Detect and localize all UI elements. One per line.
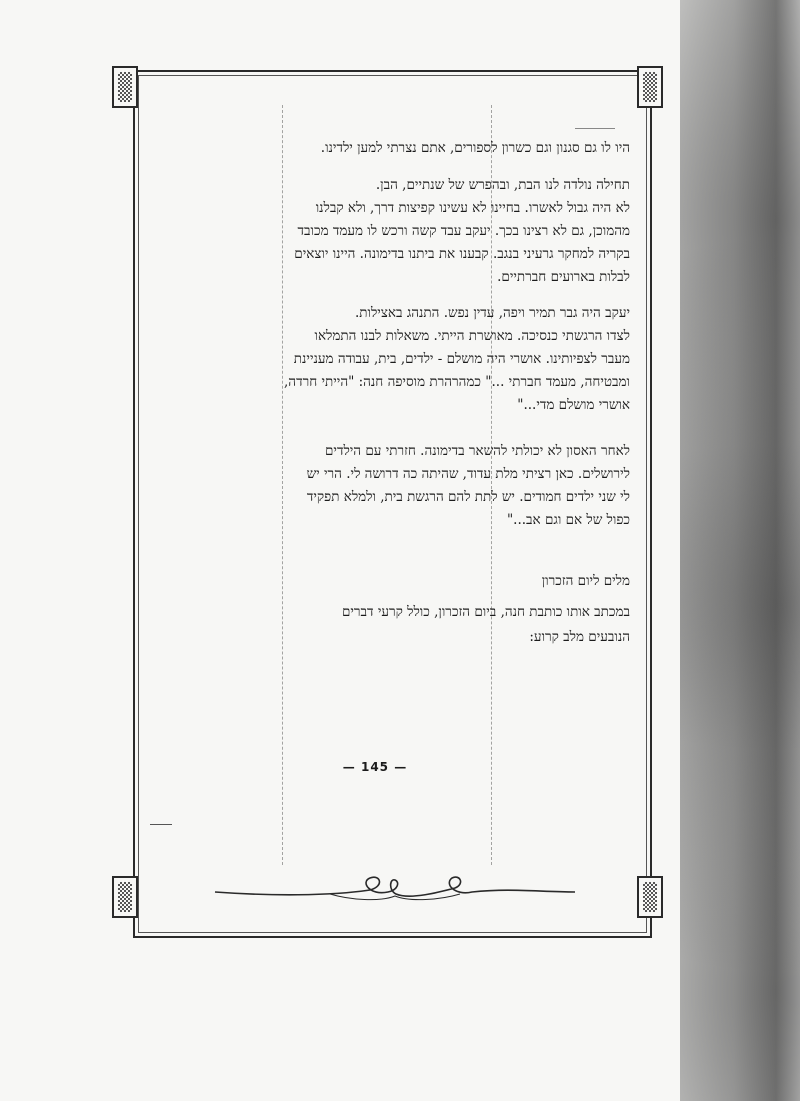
text-line: יעקב היה גבר תמיר ויפה, עדין נפש. התנהג באצילות. xyxy=(355,305,630,321)
text-line: בקריה למחקר גרעיני בנגב. קבענו את ביתנו בדימונה. היינו יוצאים xyxy=(294,246,630,262)
text-line: לצדו הרגשתי כנסיכה. מאושרת הייתי. משאלות לבנו התמלאו xyxy=(314,328,630,344)
text-line: מהמוכן, גם לא רצינו בכך. יעקב עבד קשה ורכש לו מעמד מכובד xyxy=(297,223,630,239)
text-line: לאחר האסון לא יכולתי להשאר בדימונה. חזרתי עם הילדים xyxy=(324,443,630,459)
frame-corner-ornament xyxy=(112,66,138,108)
scan-mark xyxy=(150,824,172,825)
page-number: — 145 — xyxy=(342,760,408,774)
text-line: כפול של אם וגם אב..." xyxy=(506,512,630,528)
text-line: ומבטיחה, מעמד חברתי ..." כמהרהרת מוסיפה חנה: "הייתי חרדה, xyxy=(284,374,630,390)
text-line: לירושלים. כאן רציתי מלת עדוד, שהיתה כה דרושה לי. הרי יש xyxy=(306,466,630,482)
text-line: לבלות בארועים חברתיים. xyxy=(497,269,630,285)
scan-mark xyxy=(575,128,615,129)
text-line: לי שני ילדים חמודים. יש לתת להם הרגשת בית, ולמלא תפקיד xyxy=(306,489,630,505)
frame-corner-ornament xyxy=(637,876,663,918)
text-line: לא היה גבול לאשרו. בחיינו לא עשינו קפיצות דרך, ולא קבלנו xyxy=(315,200,630,216)
text-line: אושרי מושלם מדי..." xyxy=(517,397,630,413)
text-line: במכתב אותו כותבת חנה, ביום הזכרון, כולל קרעי דברים xyxy=(341,604,630,620)
text-line: תחילה נולדה לנו הבת, ובהפרש של שנתיים, הבן. xyxy=(375,177,630,193)
text-line: הנובעים מלב קרוע: xyxy=(529,629,630,645)
frame-corner-ornament xyxy=(112,876,138,918)
frame-corner-ornament xyxy=(637,66,663,108)
scan-shadow-edge xyxy=(680,0,800,1101)
text-line: היו לו גם סגנון וגם כשרון לספורים, אתם נצרתי למען ילדינו. xyxy=(320,140,630,156)
decorative-flourish xyxy=(210,866,580,916)
section-heading: מלים ליום הזכרון xyxy=(541,573,630,589)
text-line: מעבר לצפיותינו. אושרי היה מושלם - ילדים, בית, עבודה מעניינת xyxy=(293,351,630,367)
